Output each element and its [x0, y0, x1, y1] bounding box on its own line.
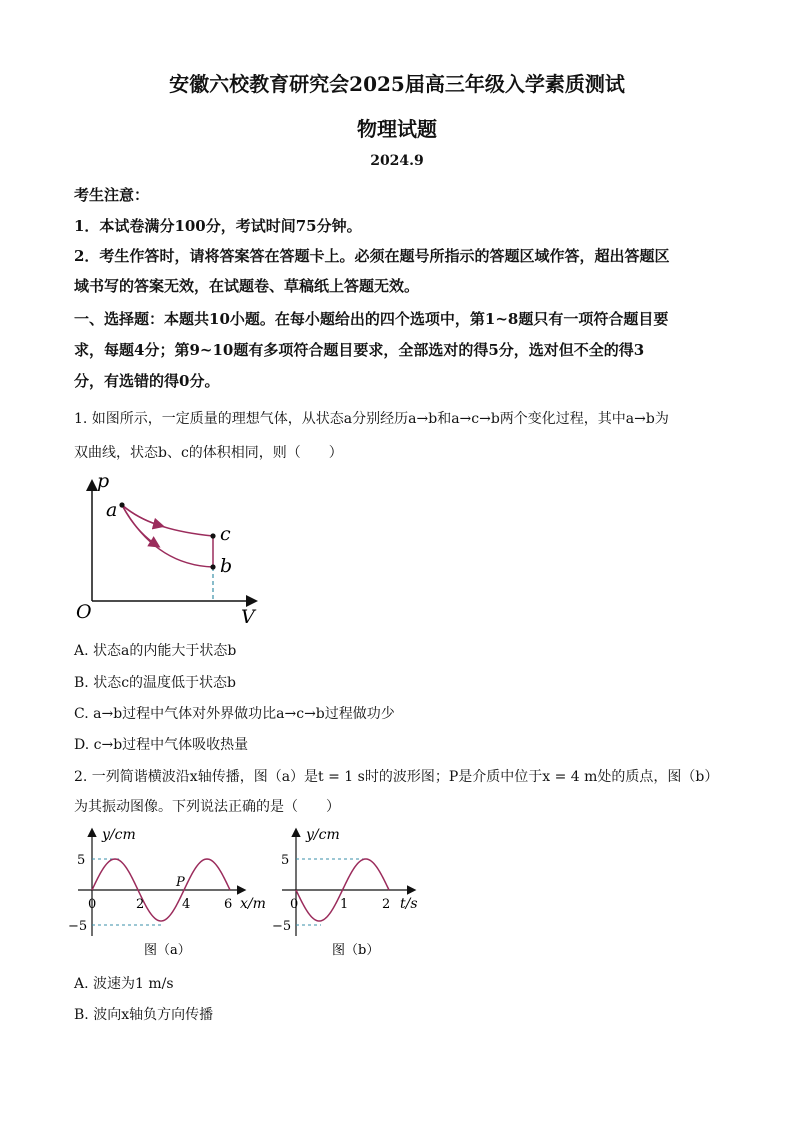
- q1-point-c: [210, 533, 215, 538]
- q1-stem-line-1: 1. 如图所示，一定质量的理想气体，从状态a分别经历a→b和a→c→b两个变化过程，其中a→b为: [74, 411, 669, 427]
- q1-stem-line-2: 双曲线，状态b、c的体积相同，则（ ）: [74, 445, 343, 461]
- subject-title: 物理试题: [357, 117, 437, 141]
- q2-option-a: A. 波速为1 m/s: [74, 976, 174, 992]
- q2b-xlabel: t/s: [400, 896, 418, 912]
- q1-arrow-a-to-b: [122, 505, 158, 546]
- q2b-ylabel: y/cm: [306, 827, 340, 843]
- notice-item-1: 1．本试卷满分100分，考试时间75分钟。: [74, 217, 362, 235]
- q2-stem-line-1: 2. 一列简谐横波沿x轴传播，图（a）是t = 1 s时的波形图；P是介质中位于x = 4 m处的质点，图（b）: [74, 769, 719, 785]
- q2a-xlabel: x/m: [240, 896, 266, 912]
- q1-label-a: a: [106, 499, 118, 521]
- q2a-xtick-6: 6: [224, 897, 233, 912]
- section-line-2: 求，每题4分；第9~10题有多项符合题目要求，全部选对的得5分，选对但不全的得3: [74, 341, 645, 359]
- q2a-ytick-neg5: −5: [68, 919, 88, 934]
- q1-label-p: p: [97, 470, 110, 492]
- q1-curve-a-to-c: [122, 505, 213, 536]
- q2a-ytick-5: 5: [77, 853, 86, 868]
- q2-option-b: B. 波向x轴负方向传播: [74, 1007, 214, 1023]
- q2a-point-p: P: [176, 875, 185, 890]
- exam-date: 2024.9: [370, 153, 424, 169]
- q1-option-c: C. a→b过程中气体对外界做功比a→c→b过程做功少: [74, 706, 395, 722]
- section-line-1: 一、选择题：本题共10小题。在每小题给出的四个选项中，第1~8题只有一项符合题目要: [74, 310, 669, 328]
- q2a-xtick-0: 0: [88, 897, 97, 912]
- q1-option-a: A. 状态a的内能大于状态b: [74, 643, 237, 659]
- q2a-ylabel: y/cm: [102, 827, 136, 843]
- q1-option-b: B. 状态c的温度低于状态b: [74, 675, 236, 691]
- q1-label-c: c: [220, 523, 231, 545]
- q2b-xtick-2: 2: [382, 897, 391, 912]
- q1-point-b: [210, 564, 215, 569]
- q2b-caption: 图（b）: [332, 943, 380, 958]
- q2a-xtick-4: 4: [182, 897, 191, 912]
- q2a-xtick-2: 2: [136, 897, 145, 912]
- q2b-ytick-5: 5: [281, 853, 290, 868]
- q1-label-b: b: [220, 555, 233, 577]
- notice-item-2: 2．考生作答时，请将答案答在答题卡上。必须在题号所指示的答题区域作答，超出答题区: [74, 247, 670, 265]
- q2b-xtick-1: 1: [340, 897, 349, 912]
- q2b-ytick-neg5: −5: [272, 919, 292, 934]
- notice-heading: 考生注意：: [74, 186, 150, 204]
- q2b-xtick-0: 0: [290, 897, 299, 912]
- notice-item-2-cont: 域书写的答案无效，在试题卷、草稿纸上答题无效。: [74, 277, 420, 295]
- q2a-caption: 图（a）: [144, 943, 191, 958]
- q1-label-origin: O: [76, 601, 92, 623]
- exam-title: 安徽六校教育研究会2025届高三年级入学素质测试: [169, 72, 625, 96]
- section-line-3: 分，有选错的得0分。: [74, 372, 220, 390]
- q2-wave-graph-a: [68, 824, 272, 964]
- q1-pv-diagram: [70, 470, 270, 630]
- q1-point-a: [119, 502, 124, 507]
- q1-label-v: V: [241, 606, 255, 628]
- q1-option-d: D. c→b过程中气体吸收热量: [74, 737, 249, 753]
- q2-stem-line-2: 为其振动图像。下列说法正确的是（ ）: [74, 799, 340, 815]
- q2-vibration-graph-b: [272, 824, 436, 964]
